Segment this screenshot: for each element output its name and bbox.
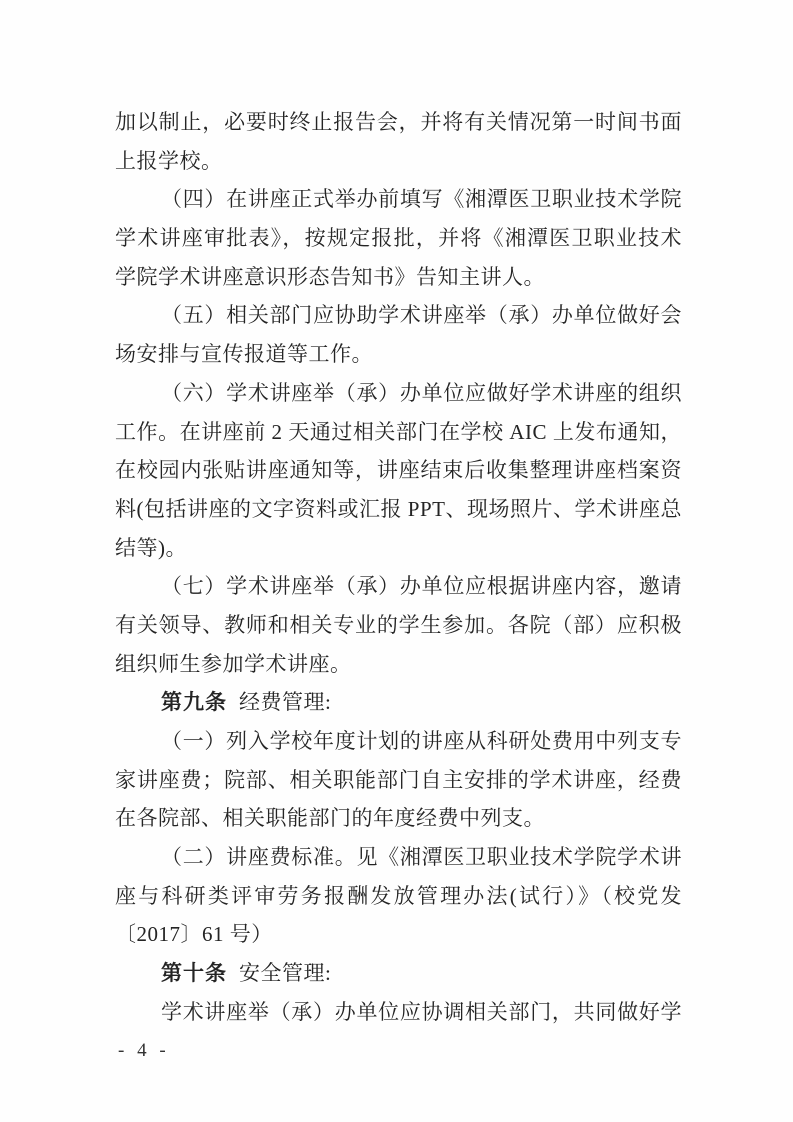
text-line: 有关领导、教师和相关专业的学生参加。各院（部）应积极 [115, 612, 682, 637]
text-line: 〔2017〕61 号） [115, 922, 273, 947]
article-number: 第九条 [161, 691, 227, 715]
text-line: （七）学术讲座举（承）办单位应根据讲座内容，邀请 [161, 574, 682, 599]
text-line: 上报学校。 [115, 148, 223, 173]
document-body [115, 103, 682, 1032]
article-title: 安全管理: [239, 961, 332, 986]
text-line: （二）讲座费标准。见《湘潭医卫职业技术学院学术讲 [161, 845, 682, 870]
text-line: （四）在讲座正式举办前填写《湘潭医卫职业技术学院 [161, 187, 682, 212]
text-line: 座与科研类评审劳务报酬发放管理办法(试行）》（校党发 [115, 883, 682, 908]
text-line: （五）相关部门应协助学术讲座举（承）办单位做好会 [161, 303, 682, 328]
text-line: 学院学术讲座意识形态告知书》告知主讲人。 [115, 264, 545, 289]
text-line: 结等)。 [115, 535, 187, 560]
article-title: 经费管理: [239, 690, 332, 715]
text-line: 学术讲座举（承）办单位应协调相关部门，共同做好学 [161, 999, 682, 1024]
article-number: 第十条 [161, 962, 227, 986]
text-line: 工作。在讲座前 2 天通过相关部门在学校 AIC 上发布通知， [115, 419, 682, 444]
text-line: 在各院部、相关职能部门的年度经费中列支。 [115, 806, 545, 831]
text-line [115, 954, 682, 993]
text-line: 场安排与宣传报道等工作。 [115, 342, 373, 367]
text-line: 组织师生参加学术讲座。 [115, 651, 352, 676]
page-number: - 4 - [118, 1040, 170, 1061]
text-line: 加以制止，必要时终止报告会，并将有关情况第一时间书面 [115, 110, 682, 134]
text-line: （六）学术讲座举（承）办单位应做好学术讲座的组织 [161, 380, 682, 405]
text-line: 家讲座费；院部、相关职能部门自主安排的学术讲座，经费 [115, 767, 682, 792]
text-line: 在校园内张贴讲座通知等，讲座结束后收集整理讲座档案资 [115, 458, 682, 483]
text-line: 料(包括讲座的文字资料或汇报 PPT、现场照片、学术讲座总 [115, 496, 682, 521]
text-line: （一）列入学校年度计划的讲座从科研处费用中列支专 [161, 729, 682, 753]
text-line: 学术讲座审批表》，按规定报批，并将《湘潭医卫职业技术 [115, 226, 682, 251]
text-line [115, 683, 682, 722]
